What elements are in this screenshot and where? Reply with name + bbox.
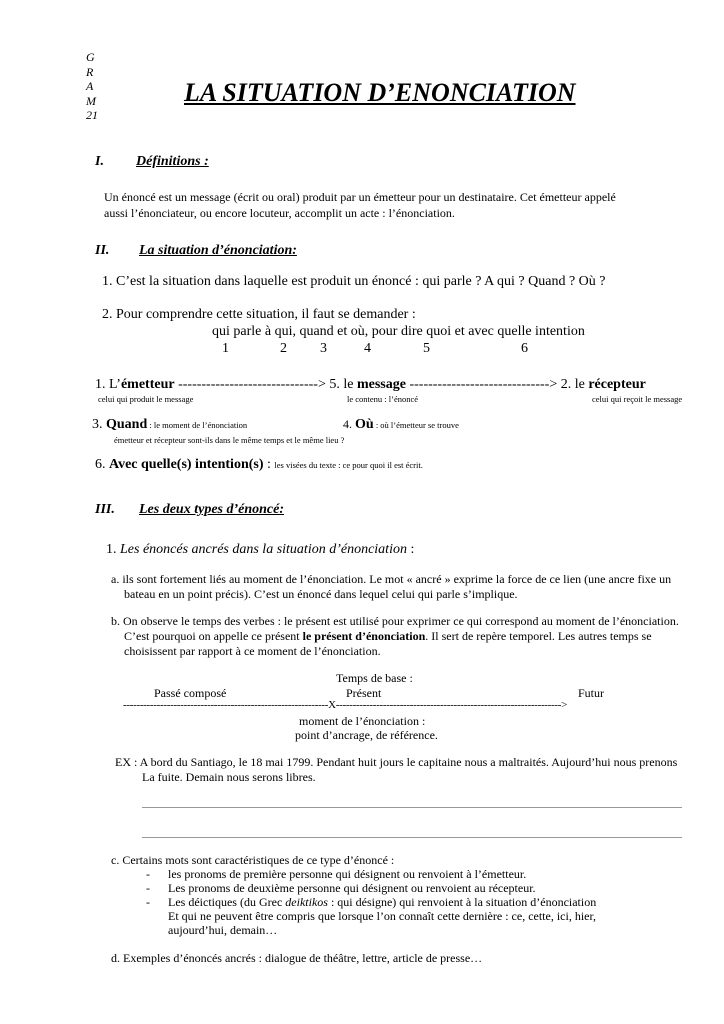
situation-point-1: 1. C’est la situation dans laquelle est produit un énoncé : qui parle ? A qui ? Quand ? Où ? (102, 274, 606, 289)
page-title: LA SITUATION D’ENONCIATION (184, 78, 576, 107)
emetteur-caption: celui qui produit le message (98, 394, 194, 404)
question-number: 6 (521, 341, 528, 356)
intention-note: les visées du texte : ce pour quoi il est écrit. (274, 460, 423, 470)
ou-note: : où l’émetteur se trouve (373, 420, 459, 430)
question-number: 1 (222, 341, 229, 356)
subsection-1-heading (106, 542, 414, 558)
bullet-dash: - (146, 881, 150, 895)
message-caption: le contenu : l’énoncé (347, 394, 419, 404)
point-b-text-end: . Il sert de repère temporel. Les autres temps se (425, 629, 652, 643)
side-letter: 21 (86, 108, 98, 122)
emetteur-prefix: 1. L’ (95, 377, 121, 392)
point-b-line-1: b. On observe le temps des verbes : le présent est utilisé pour exprimer ce qui correspond au moment de l’énonciation. (111, 614, 679, 628)
side-letter: M (86, 93, 96, 108)
arrow-1: ------------------------------> (174, 377, 330, 392)
subsection-1-number: 1. (106, 542, 120, 557)
message-label: message (356, 377, 406, 392)
timeline-moment: moment de l’énonciation : (299, 714, 426, 728)
recepteur-caption: celui qui reçoit le message (592, 394, 683, 404)
point-b-line-3: choisissent par rapport à ce moment de l’énonciation. (124, 644, 381, 658)
intention-prefix: 6. (95, 457, 109, 472)
intention-line (95, 457, 423, 473)
situation-point-2: 2. Pour comprendre cette situation, il faut se demander : (102, 307, 416, 322)
bullet-dash: - (146, 867, 150, 881)
message-prefix: 5. le (329, 377, 357, 392)
subsection-1-title: Les énoncés ancrés dans la situation d’énonciation (120, 542, 407, 557)
deictiques-text: Les déictiques (du Grec (168, 895, 286, 909)
point-a-line-1: a. ils sont fortement liés au moment de l’énonciation. Le mot « ancré » exprime la force de ce lien (une ancre fixe un (111, 572, 672, 586)
questions-line: qui parle à qui, quand et où, pour dire quoi et avec quelle intention (212, 324, 585, 339)
definition-line-2: aussi l’énonciateur, ou encore locuteur, accomplit un acte : l’énonciation. (104, 206, 455, 220)
intention-colon: : (263, 457, 275, 472)
timeline-axis: -------------------------------------------------------------X-------------------------------------------------------------------> (123, 699, 568, 711)
definition-line-1: Un énoncé est un message (écrit ou oral) produit par un émetteur pour un destinataire. Cet émetteur appelé (104, 190, 616, 204)
emetteur-label: émetteur (120, 377, 175, 392)
question-number: 3 (320, 341, 327, 356)
communication-schema (95, 377, 646, 393)
side-code (86, 50, 98, 123)
answer-line (142, 807, 682, 808)
answer-line (142, 837, 682, 838)
subsection-1-colon: : (406, 542, 415, 557)
section-2-title: La situation d’énonciation: (139, 243, 297, 258)
timeline-ancrage: point d’ancrage, de référence. (295, 728, 438, 742)
point-b-line-2 (124, 629, 652, 644)
section-1-title: Définitions : (136, 154, 209, 169)
point-a-line-2: bateau en un point précis). C’est un énoncé dans lequel celui qui parle s’implique. (124, 587, 518, 601)
recepteur-label: récepteur (588, 377, 646, 392)
section-3-number: III. (95, 502, 115, 517)
example-line-2: La fuite. Demain nous serons libres. (142, 770, 316, 784)
timeline-base-label: Temps de base : (336, 671, 413, 685)
quand-prefix: 3. (92, 417, 106, 432)
section-1-number: I. (95, 154, 104, 169)
ou-prefix: 4. (343, 417, 355, 431)
example-line-1: EX : A bord du Santiago, le 18 mai 1799. Pendant huit jours le capitaine nous a maltraités. Aujourd’hui nous prenons (115, 755, 678, 769)
list-item: Les pronoms de deuxième personne qui désignent ou renvoient au récepteur. (168, 881, 536, 895)
arrow-2: ------------------------------> 2. le (405, 377, 589, 392)
deictiques-text-end: : qui désigne) qui renvoient à la situation d’énonciation (327, 895, 597, 909)
ou-label: Où (355, 417, 374, 432)
quand-line (92, 417, 247, 433)
timeline-futur: Futur (578, 686, 605, 700)
quand-label: Quand (106, 417, 148, 432)
intention-label: Avec quelle(s) intention(s) (109, 457, 264, 472)
point-d: d. Exemples d’énoncés ancrés : dialogue de théâtre, lettre, article de presse… (111, 951, 483, 965)
point-b-text: C’est pourquoi on appelle ce présent (124, 629, 303, 643)
timeline-passe-compose: Passé composé (154, 686, 227, 700)
meme-lieu-question: émetteur et récepteur sont-ils dans le même temps et le même lieu ? (114, 435, 345, 445)
question-number: 2 (280, 341, 287, 356)
list-item (168, 895, 596, 910)
section-3-title: Les deux types d’énoncé: (139, 502, 285, 517)
list-item-continuation: Et qui ne peuvent être compris que lorsque l’on connaît cette dernière : ce, cette, ici, hier, (168, 909, 597, 923)
timeline-present: Présent (346, 686, 382, 700)
list-item-continuation: aujourd’hui, demain… (168, 923, 278, 937)
question-number: 5 (423, 341, 430, 356)
section-2-number: II. (95, 243, 110, 258)
present-enonciation: le présent d’énonciation (302, 629, 426, 643)
ou-line (343, 417, 459, 433)
side-letter: A (86, 79, 94, 93)
question-number: 4 (364, 341, 371, 356)
side-letter: G (86, 50, 95, 64)
quand-note: : le moment de l’énonciation (147, 420, 248, 430)
deiktikos-word: deiktikos (285, 895, 328, 909)
bullet-dash: - (146, 895, 150, 909)
side-letter: R (86, 64, 94, 79)
list-item: les pronoms de première personne qui désignent ou renvoient à l’émetteur. (168, 867, 527, 881)
point-c-intro: c. Certains mots sont caractéristiques de ce type d’énoncé : (111, 853, 395, 867)
